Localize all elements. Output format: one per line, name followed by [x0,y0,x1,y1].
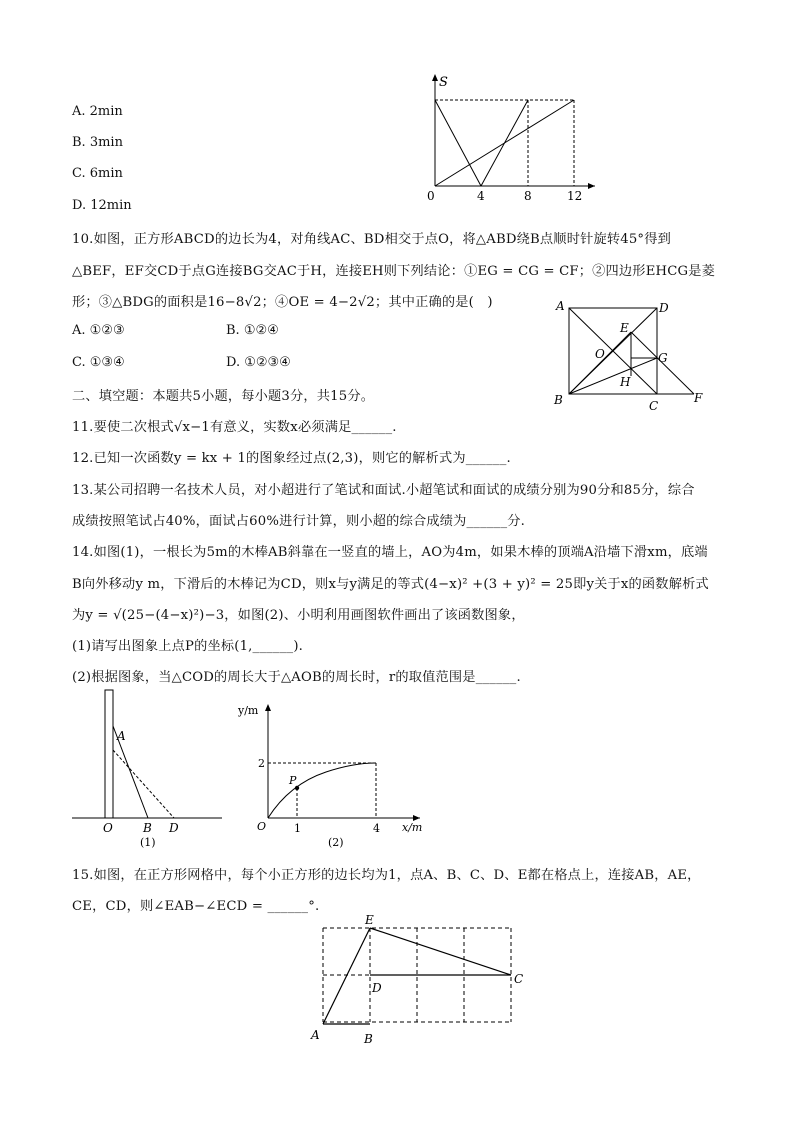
q15-label-a: A [311,1028,320,1042]
q10-option-a[interactable]: A. ①②③ [72,323,125,338]
q14-fig2-point-p: P [289,774,297,787]
q14-line-1: 14.如图(1)，一根长为5m的木棒AB斜靠在一竖直的墙上，AO为4m，如果木棒的顶端A沿墙下滑xm，底端 [72,545,708,560]
q9-option-a[interactable]: A. 2min [72,104,123,119]
q10-label-f: F [694,391,703,405]
q9-x-tick: 0 [427,189,435,203]
q15-label-d: D [372,981,382,995]
q14-fig2-x-tick: 1 [294,822,301,835]
q10-line-2: △BEF，EF交CD于点G连接BG交AC于H，连接EH则下列结论：①EG = CG = CF；②四边形EHCG是菱 [72,264,716,279]
q9-x-tick: 8 [524,189,532,203]
q10-option-c[interactable]: C. ①③④ [72,355,125,370]
q15-grid-figure [308,912,538,1047]
q14-figure-1 [72,688,232,848]
q12-text: 12.已知一次函数y = kx + 1的图象经过点(2,3)，则它的解析式为______. [72,451,511,466]
q14-fig1-label-d: D [169,821,179,835]
q11-text: 11.要使二次根式√x−1有意义，实数x必须满足______. [72,420,397,435]
q14-fig2-caption: (2) [328,836,344,849]
q14-sub-1: (1)请写出图象上点P的坐标(1,______). [72,639,304,654]
q10-label-b: B [554,393,563,407]
q10-line-1: 10.如图，正方形ABCD的边长为4，对角线AC、BD相交于点O，将△ABD绕B点顺时针旋转45°得到 [72,232,671,247]
q14-figure-2 [240,700,440,850]
q14-line-3: 为y = √(25−(4−x)²)−3，如图(2)、小明利用画图软件画出了该函数图象， [72,608,525,623]
q15-line-2: CE，CD，则∠EAB−∠ECD = ______°. [72,899,320,914]
q9-x-tick: 12 [567,189,583,203]
q15-label-e: E [365,913,374,927]
q9-option-d[interactable]: D. 12min [72,198,132,213]
q9-x-tick: 4 [477,189,485,203]
section-2-heading: 二、填空题：本题共5小题，每小题3分，共15分。 [72,389,375,404]
q10-line-3: 形；③△BDG的面积是16−8√2；④OE = 4−2√2；其中正确的是( ) [72,295,493,310]
q10-square-figure [552,296,712,416]
q10-label-c: C [649,399,659,413]
q10-label-g: G [658,351,668,365]
q14-fig1-caption: (1) [140,836,156,849]
q10-label-e: E [620,321,629,335]
q10-label-d: D [659,301,669,315]
q10-label-h: H [620,375,631,389]
q14-fig1-label-a: A [117,729,126,743]
q10-option-d[interactable]: D. ①②③④ [226,355,291,370]
q9-distance-graph [420,72,600,202]
q14-fig1-label-o: O [103,821,113,835]
q14-fig2-x-label: x/m [402,821,423,834]
q15-label-b: B [364,1032,373,1046]
q14-fig1-label-b: B [143,821,152,835]
q10-label-o: O [595,347,605,361]
q9-y-label: S [439,75,448,90]
q14-fig2-y-label: y/m [238,704,259,717]
q10-option-b[interactable]: B. ①②④ [226,323,279,338]
q14-fig2-x-tick: 4 [373,822,380,835]
q14-line-2: B向外移动y m，下滑后的木棒记为CD，则x与y满足的等式(4−x)² +(3 + y)² = 25即y关于x的函数解析式 [72,577,709,592]
q14-sub-2: (2)根据图象，当△COD的周长大于△AOB的周长时，r的取值范围是______. [72,670,521,685]
q14-fig2-y-tick: 2 [258,757,265,770]
q15-label-c: C [514,972,524,986]
q14-fig2-origin: O [257,820,267,833]
q9-option-c[interactable]: C. 6min [72,166,123,181]
q13-line-2: 成绩按照笔试占40%，面试占60%进行计算，则小超的综合成绩为______分. [72,514,526,529]
q13-line-1: 13.某公司招聘一名技术人员，对小超进行了笔试和面试.小超笔试和面试的成绩分别为90分和85分，综合 [72,483,695,498]
q15-line-1: 15.如图，在正方形网格中，每个小正方形的边长均为1，点A、B、C、D、E都在格点上，连接AB，AE， [72,868,701,883]
q10-label-a: A [556,299,565,313]
q9-option-b[interactable]: B. 3min [72,135,123,150]
